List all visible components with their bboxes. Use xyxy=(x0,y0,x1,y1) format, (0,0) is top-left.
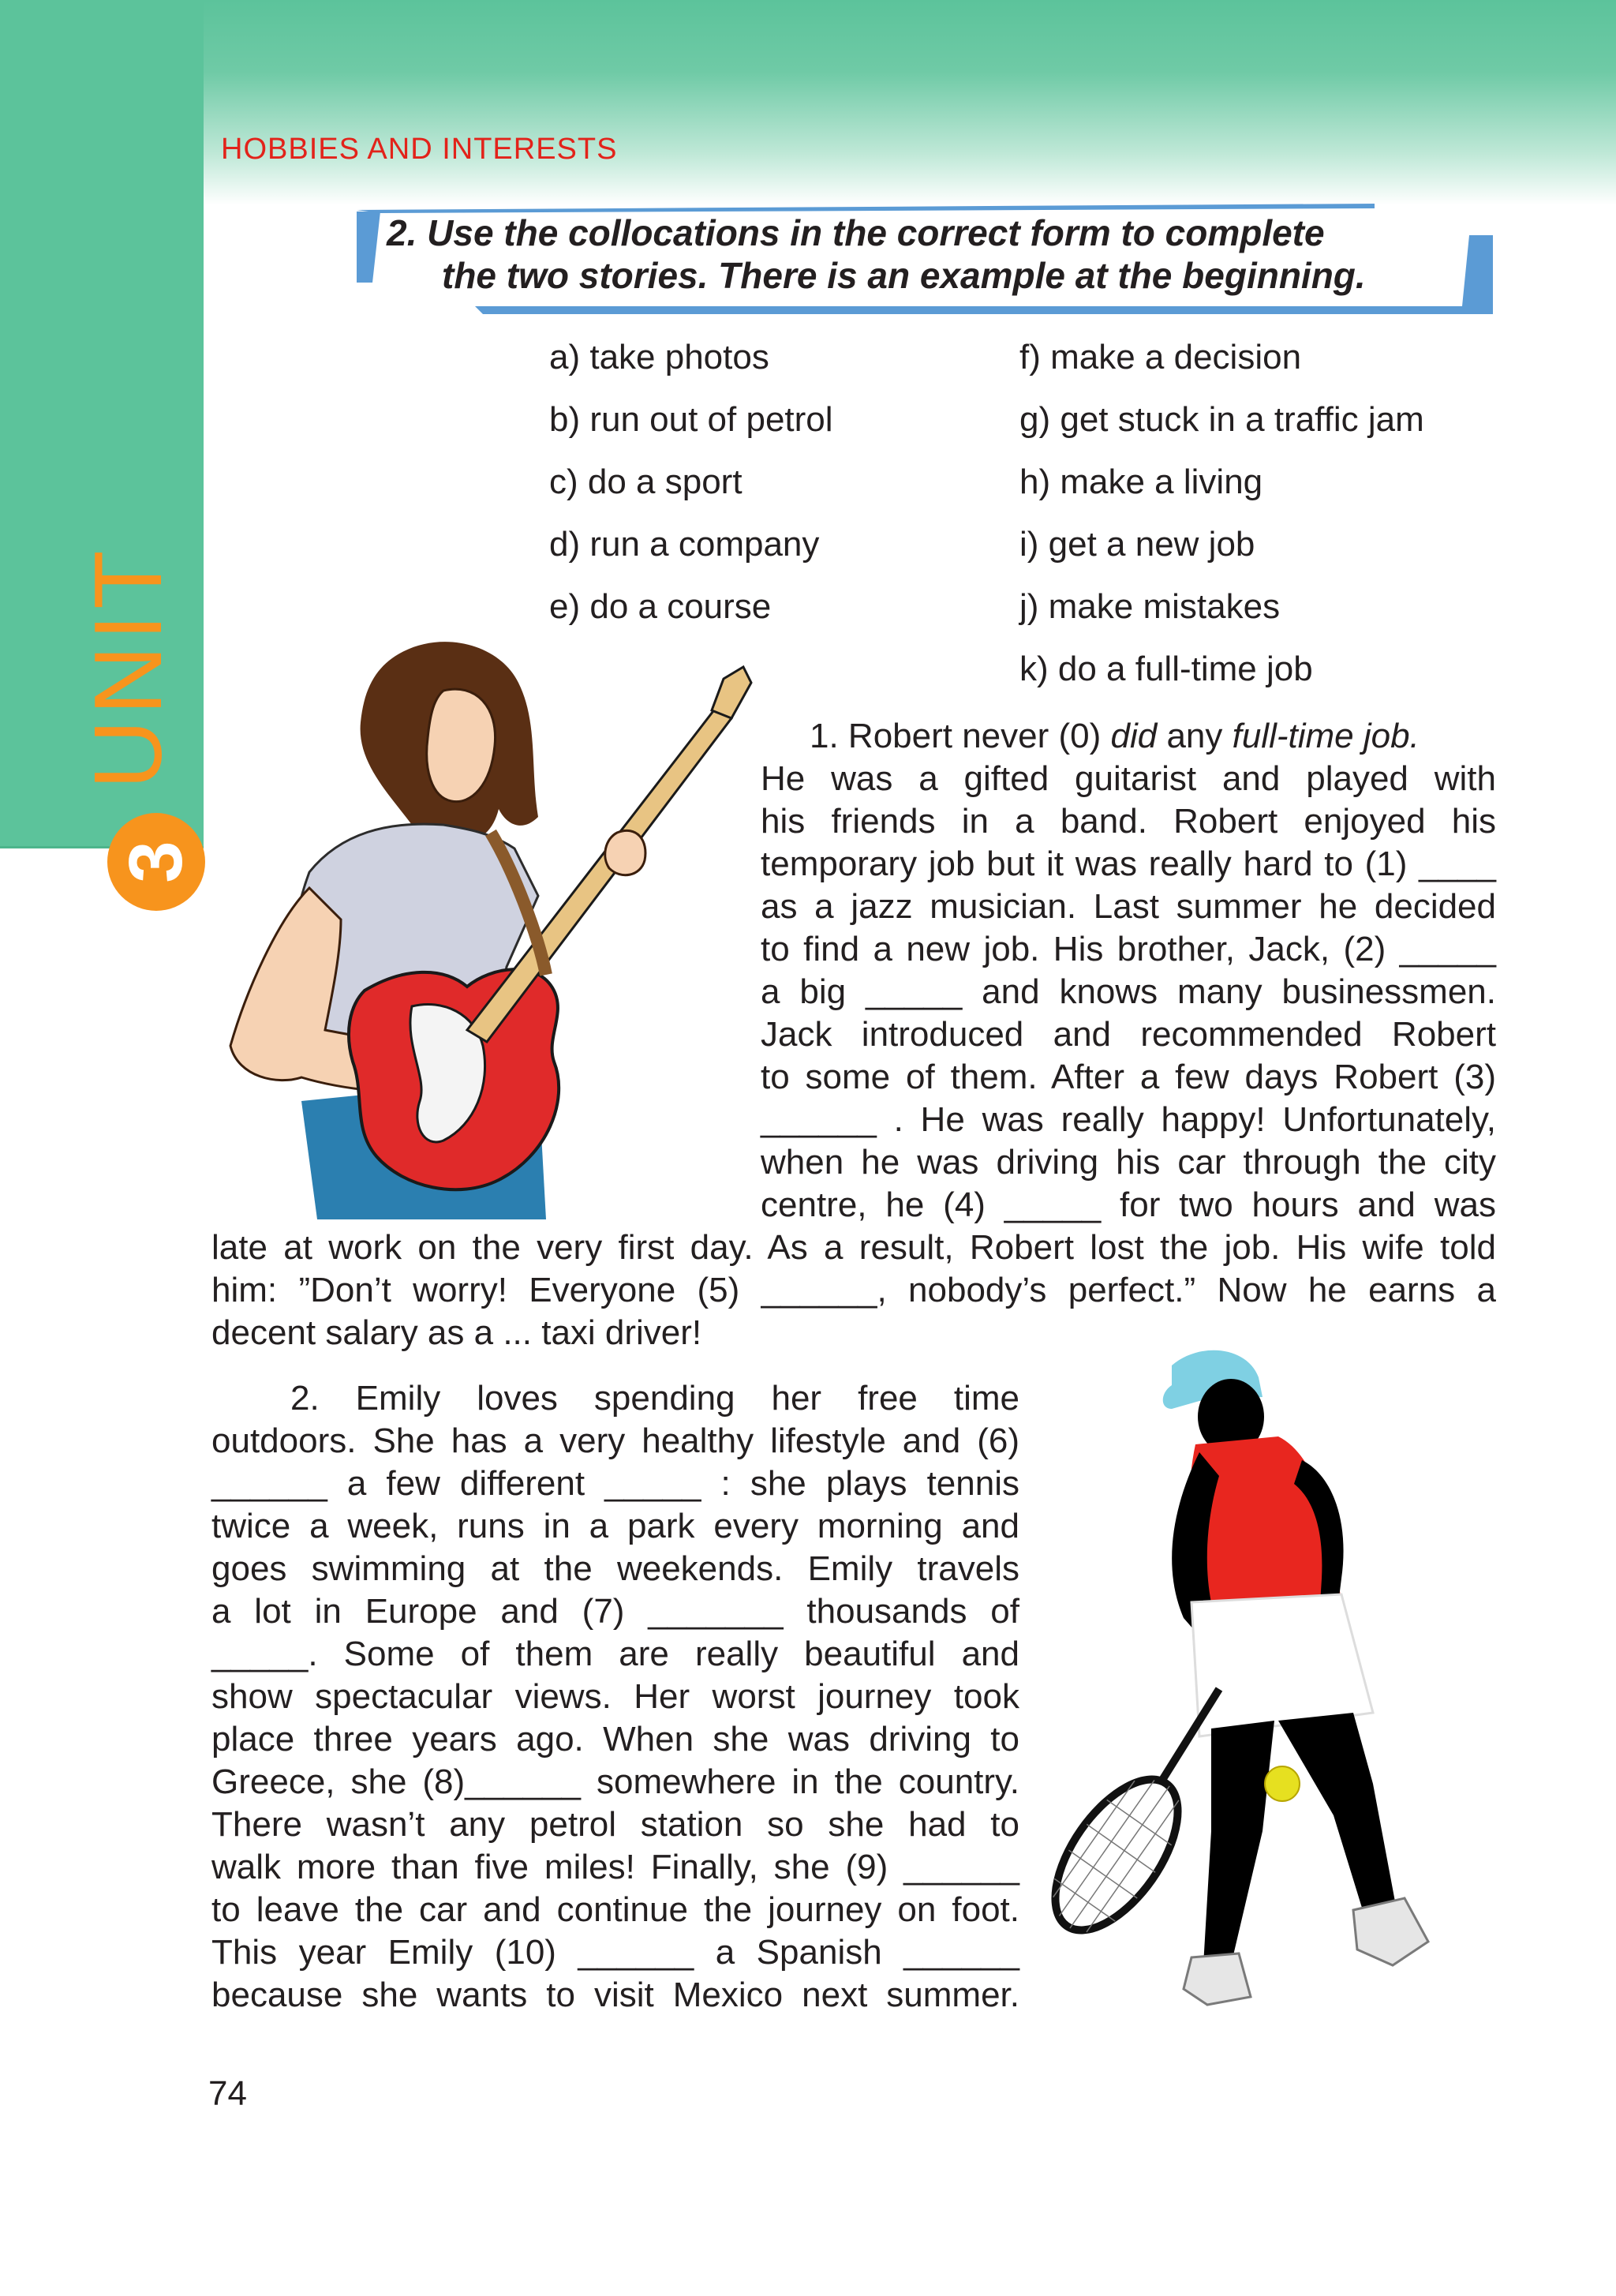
story1-line: centre, he (4) _____ for two hours and was xyxy=(761,1185,1496,1224)
instruction-line-2: the two stories. There is an example at the beginning. xyxy=(442,255,1366,296)
section-title: HOBBIES AND INTERESTS xyxy=(221,133,618,166)
story1-line: He was a gifted guitarist and played with xyxy=(761,759,1496,798)
story1-example-did: did xyxy=(1110,717,1158,755)
story2-line: place three years ago. When she was driving to xyxy=(211,1720,1019,1759)
story1-first-line xyxy=(810,715,1496,758)
story2-text xyxy=(211,1377,1019,2017)
story2-line: show spectacular views. Her worst journey took xyxy=(211,1677,1019,1716)
unit-number: 3 xyxy=(114,841,198,883)
story1-line: him: ”Don’t worry! Everyone (5) ______, nobody’s perfect.” Now he earns a xyxy=(211,1271,1496,1309)
collocation-i: i) get a new job xyxy=(1019,525,1255,564)
story1-line: ______ . He was really happy! Unfortunately, xyxy=(761,1100,1496,1139)
story2-line: outdoors. She has a very healthy lifestyle and (6) xyxy=(211,1421,1019,1460)
tennis-player-illustration xyxy=(1042,1342,1483,2036)
story2-line: to leave the car and continue the journey on foot. xyxy=(211,1890,1019,1929)
collocation-b: b) run out of petrol xyxy=(549,400,833,439)
story2-line: Greece, she (8)______ somewhere in the country. xyxy=(211,1762,1019,1801)
story1-example-job: full-time job. xyxy=(1232,717,1420,755)
story2-line: because she wants to visit Mexico next summer. xyxy=(211,1976,1019,2014)
story2-line: This year Emily (10) ______ a Spanish ______ xyxy=(211,1933,1019,1972)
instruction-text xyxy=(387,212,1491,297)
story1-line: decent salary as a ... taxi driver! xyxy=(211,1313,702,1352)
story1-narrow-text xyxy=(761,758,1496,1227)
page-number: 74 xyxy=(208,2074,247,2113)
unit-label: UNIT xyxy=(74,545,181,789)
collocation-e: e) do a course xyxy=(549,587,772,626)
story1-any: any xyxy=(1157,717,1233,755)
header-gradient-band xyxy=(0,0,1616,205)
story2-line: 2. Emily loves spending her free time xyxy=(290,1379,1019,1418)
story1-line: his friends in a band. Robert enjoyed his xyxy=(761,802,1496,841)
collocation-k: k) do a full-time job xyxy=(1019,650,1313,688)
guitarist-illustration xyxy=(207,635,759,1219)
story2-line: walk more than five miles! Finally, she (9) ______ xyxy=(211,1848,1019,1886)
story2-line: There wasn’t any petrol station so she had to xyxy=(211,1805,1019,1844)
story1-line: a big _____ and knows many businessmen. xyxy=(761,972,1496,1011)
collocation-j: j) make mistakes xyxy=(1019,587,1281,626)
collocation-c: c) do a sport xyxy=(549,463,743,501)
instruction-line-1: 2. Use the collocations in the correct form to complete xyxy=(387,212,1325,253)
story2-line: goes swimming at the weekends. Emily travels xyxy=(211,1549,1019,1588)
story1-line: when he was driving his car through the city xyxy=(761,1143,1496,1182)
story1-prefix: 1. Robert never (0) xyxy=(810,717,1111,755)
story1-line: late at work on the very first day. As a result, Robert lost the job. His wife told xyxy=(211,1228,1496,1267)
story1-line: to find a new job. His brother, Jack, (2) _____ xyxy=(761,930,1496,968)
collocation-g: g) get stuck in a traffic jam xyxy=(1019,400,1424,439)
collocation-h: h) make a living xyxy=(1019,463,1263,501)
story1-line: Jack introduced and recommended Robert xyxy=(761,1015,1496,1054)
story1-line: temporary job but it was really hard to (1) ____ xyxy=(761,845,1496,883)
collocation-d: d) run a company xyxy=(549,525,820,564)
collocation-a: a) take photos xyxy=(549,338,769,376)
story2-line: _____. Some of them are really beautiful and xyxy=(211,1635,1019,1673)
story1-line: as a jazz musician. Last summer he decided xyxy=(761,887,1496,926)
story1-wide-text xyxy=(211,1227,1496,1354)
collocation-f: f) make a decision xyxy=(1019,338,1302,376)
story2-line: twice a week, runs in a park every morning and xyxy=(211,1507,1019,1545)
story1-line: to some of them. After a few days Robert (3) xyxy=(761,1058,1496,1096)
story2-line: ______ a few different _____ : she plays tennis xyxy=(211,1464,1019,1503)
story2-line: a lot in Europe and (7) _______ thousands of xyxy=(211,1592,1019,1631)
